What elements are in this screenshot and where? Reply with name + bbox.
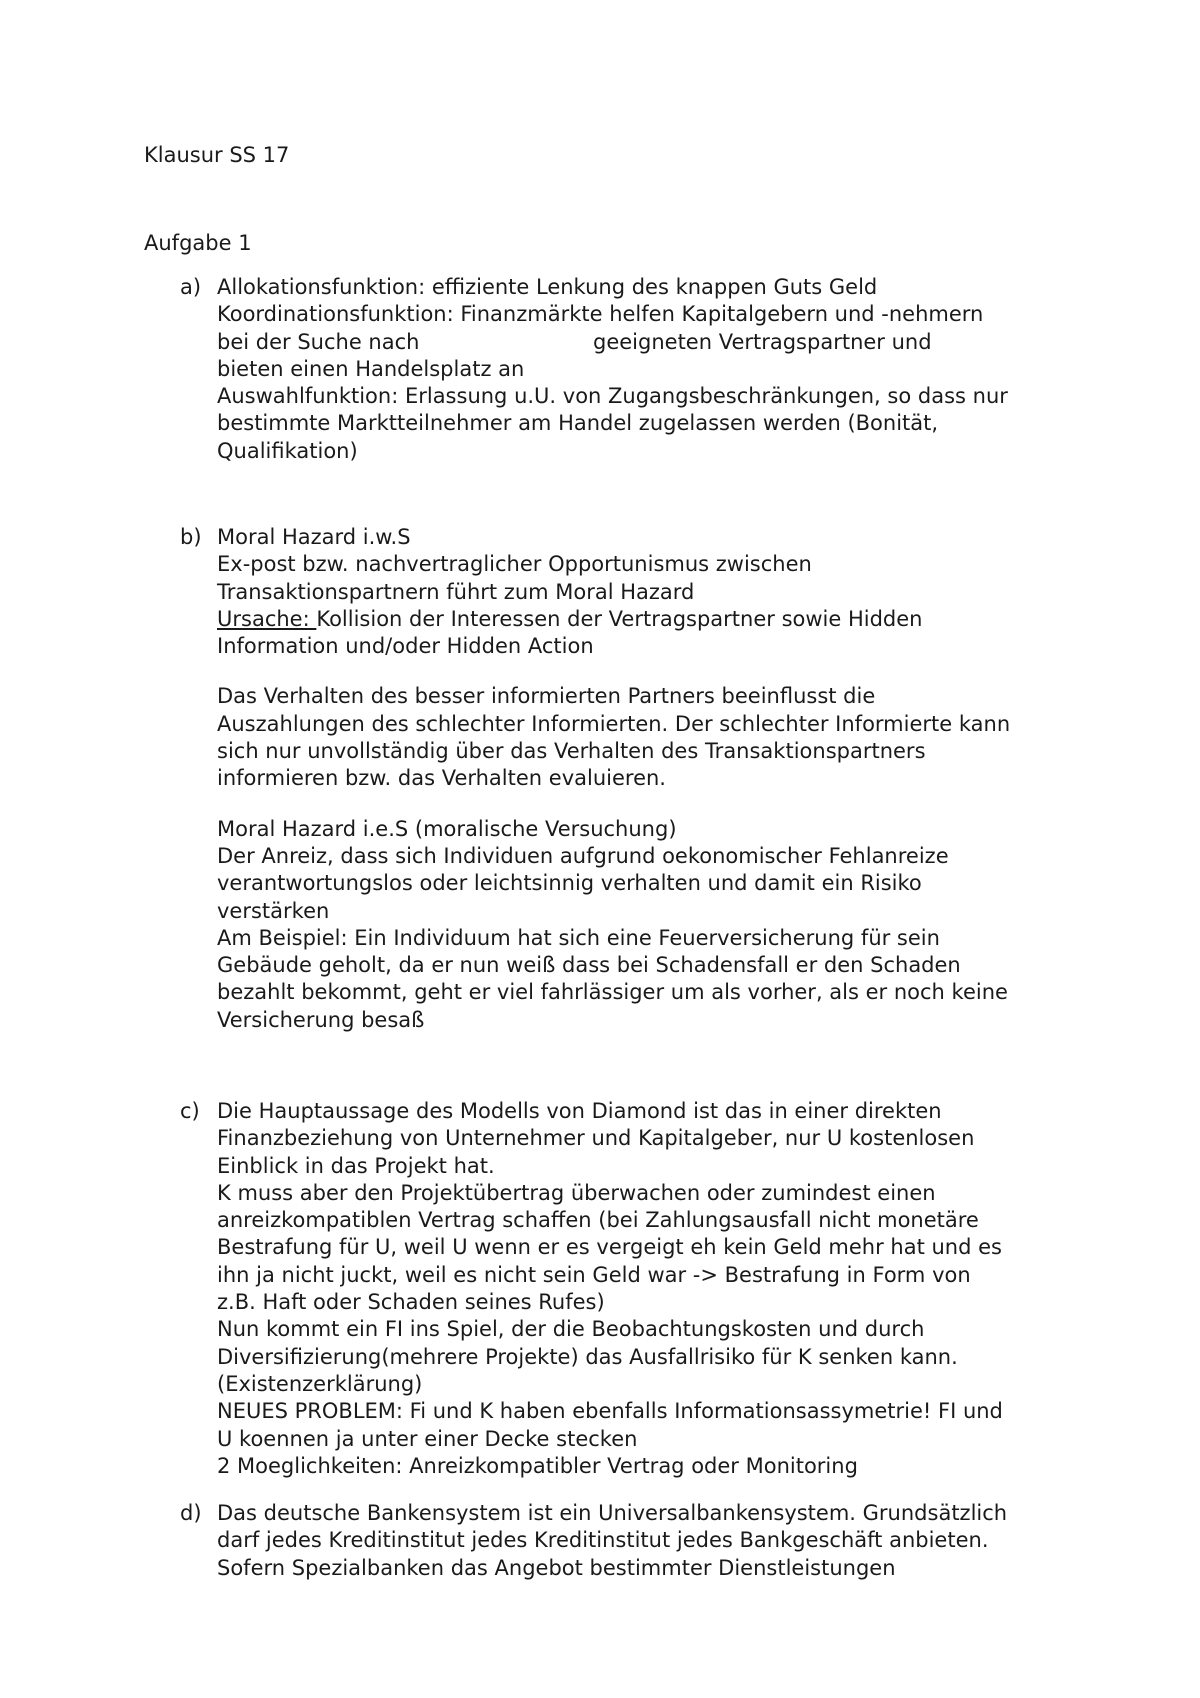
list-item-d: [180, 1500, 1080, 1582]
text-line: verantwortungslos oder leichtsinnig verhalten und damit ein Risiko: [217, 871, 922, 896]
list-marker-a: a): [180, 275, 202, 299]
list-marker-d: d): [180, 1501, 202, 1525]
list-item-c: [180, 1098, 1080, 1480]
text-line: Moral Hazard i.w.S: [217, 525, 411, 549]
text-line: bei der Suche nach geeigneten Vertragspartner und: [217, 329, 932, 354]
text-line: Transaktionspartnern führt zum Moral Hazard: [217, 579, 695, 604]
ursache-label: Ursache:: [217, 606, 317, 631]
text-line: U koennen ja unter einer Decke stecken: [217, 1426, 638, 1451]
text-line: Nun kommt ein FI ins Spiel, der die Beobachtungskosten und durch: [217, 1317, 925, 1342]
text-line: Am Beispiel: Ein Individuum hat sich eine Feuerversicherung für sein: [217, 925, 940, 950]
text-line: darf jedes Kreditinstitut jedes Kreditinstitut jedes Bankgeschäft anbieten.: [217, 1528, 989, 1553]
list-item-b: [180, 524, 1080, 1034]
document-title: Klausur SS 17: [144, 143, 290, 167]
item-c-text: [217, 1098, 1080, 1480]
text-line: Das deutsche Bankensystem ist ein Universalbankensystem. Grundsätzlich: [217, 1501, 1008, 1525]
ursache-text: Kollision der Interessen der Vertragspartner sowie Hidden: [316, 606, 923, 631]
list-item-a: [180, 274, 1080, 465]
text-line: Qualifikation): [217, 438, 358, 463]
text-line: Information und/oder Hidden Action: [217, 634, 594, 659]
text-line: z.B. Haft oder Schaden seines Rufes): [217, 1290, 605, 1315]
text-line: Ex-post bzw. nachvertraglicher Opportunismus zwischen: [217, 552, 812, 577]
text-line: Auszahlungen des schlechter Informierten. Der schlechter Informierte kann: [217, 711, 1011, 736]
text-line: NEUES PROBLEM: Fi und K haben ebenfalls Informationsassymetrie! FI und: [217, 1399, 1003, 1424]
text-line: Der Anreiz, dass sich Individuen aufgrund oekonomischer Fehlanreize: [217, 843, 949, 868]
text-line: Moral Hazard i.e.S (moralische Versuchung): [217, 816, 677, 841]
list-marker-c: c): [180, 1099, 200, 1123]
text-line: anreizkompatiblen Vertrag schaffen (bei Zahlungsausfall nicht monetäre: [217, 1208, 979, 1233]
text-line: ihn ja nicht juckt, weil es nicht sein Geld war -> Bestrafung in Form von: [217, 1262, 971, 1287]
text-line: Einblick in das Projekt hat.: [217, 1153, 495, 1178]
text-line: Sofern Spezialbanken das Angebot bestimmter Dienstleistungen: [217, 1555, 896, 1580]
task-heading: Aufgabe 1: [144, 231, 252, 255]
text-line: Koordinationsfunktion: Finanzmärkte helfen Kapitalgebern und -nehmern: [217, 302, 984, 327]
text-line: (Existenzerklärung): [217, 1371, 423, 1396]
text-line: Allokationsfunktion: effiziente Lenkung des knappen Guts Geld: [217, 275, 878, 299]
text-line: verstärken: [217, 898, 330, 923]
text-line: informieren bzw. das Verhalten evaluieren.: [217, 766, 666, 791]
item-d-text: [217, 1500, 1080, 1582]
text-line: bestimmte Marktteilnehmer am Handel zugelassen werden (Bonität,: [217, 411, 939, 436]
item-a-text: [217, 274, 1080, 465]
text-line: Finanzbeziehung von Unternehmer und Kapitalgeber, nur U kostenlosen: [217, 1126, 975, 1151]
text-line: bieten einen Handelsplatz an: [217, 356, 525, 381]
text-line: bezahlt bekommt, geht er viel fahrlässiger um als vorher, als er noch keine: [217, 980, 1008, 1005]
text-line: Versicherung besaß: [217, 1007, 425, 1032]
text-line: Bestrafung für U, weil U wenn er es vergeigt eh kein Geld mehr hat und es: [217, 1235, 1002, 1260]
text-line: K muss aber den Projektübertrag überwachen oder zumindest einen: [217, 1180, 936, 1205]
text-line: 2 Moeglichkeiten: Anreizkompatibler Vertrag oder Monitoring: [217, 1453, 858, 1478]
text-line: Die Hauptaussage des Modells von Diamond ist das in einer direkten: [217, 1099, 942, 1123]
item-b-text: [217, 524, 1080, 1034]
text-line: Das Verhalten des besser informierten Partners beeinflusst die: [217, 684, 876, 709]
text-line: Auswahlfunktion: Erlassung u.U. von Zugangsbeschränkungen, so dass nur: [217, 384, 1008, 409]
text-line-ursache: [217, 606, 1080, 633]
text-line: Gebäude geholt, da er nun weiß dass bei Schadensfall er den Schaden: [217, 953, 961, 978]
text-line: sich nur unvollständig über das Verhalten des Transaktionspartners: [217, 739, 926, 764]
text-line: Diversifizierung(mehrere Projekte) das Ausfallrisiko für K senken kann.: [217, 1344, 958, 1369]
list-marker-b: b): [180, 525, 202, 549]
